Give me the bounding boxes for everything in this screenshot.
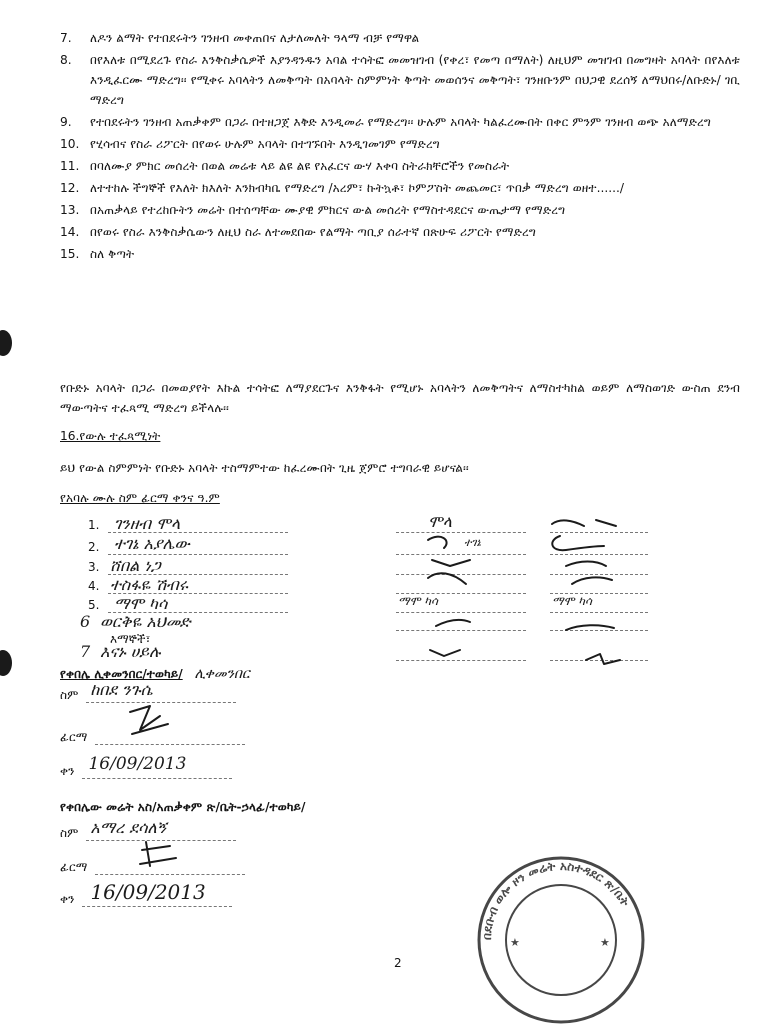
- member-signature: ማሞ ካሳ: [398, 594, 438, 608]
- item-text: ለተተከሉ ችግኞች የእለት ክእለት እንክብካቤ የማድረግ /አረም፣ ኩትኳቶ፣ ኮምፖስት መጨመር፣ ጥበቃ ማድረግ ወዘተ....../: [90, 181, 624, 195]
- svg-text:★: ★: [510, 936, 520, 949]
- signature-scribble: [428, 537, 447, 548]
- date-label: ቀን: [60, 764, 75, 778]
- item-number: 12.: [60, 181, 80, 195]
- signature-scribble: [552, 520, 616, 526]
- official-stamp: [479, 858, 643, 1022]
- signature-scribble: [436, 620, 470, 626]
- item-text: የተበደሩትን ገንዘብ አጠቃቀም በጋራ በተዘጋጀ እቅድ እንዲመራ የማድረግ፡፡ ሁሉም አባላት ካልፈረሙበት በቀር ምንም ገንዘብ ወጭ አለማድረግ: [90, 115, 711, 129]
- member-number: 6: [80, 612, 91, 631]
- signature-scribble: [566, 562, 606, 567]
- item-number: 13.: [60, 203, 80, 217]
- member-number: 1.: [88, 518, 100, 532]
- item-text: የሂሳብና የስራ ሪፖርት በየወሩ ሁሉም አባላት በተገኙበት እንዲገመገም የማድረግ: [90, 137, 440, 151]
- member-name: ገንዘብ ሞላ: [114, 514, 181, 533]
- members-header: የአባሉ ሙሉ ስም ፊርማ ቀንና ዓ.ም: [60, 491, 220, 505]
- svg-text:★: ★: [600, 936, 610, 949]
- section16-heading: 16.የውሉ ተፈጻሚነት: [60, 429, 161, 443]
- signature-scribble: [572, 577, 612, 584]
- signature-scribble: [586, 654, 620, 664]
- land-office-heading: የቀበሌው መሬት አስ/አጠቃቀም ጽ/ቤት-ኃላፊ/ተወካይ/: [60, 800, 306, 814]
- signature-scribble: [428, 573, 466, 584]
- name-label: ስም: [60, 826, 79, 840]
- name-value: ከበደ ንጉሴ: [90, 680, 153, 699]
- member-name: ወርቅዬ አህመድ: [100, 612, 191, 631]
- svg-text:በደቡብ ወሎ ዞን መሬት አስተዳደር ጽ/ቤት: [480, 859, 633, 940]
- date-value: 16/09/2013: [88, 754, 187, 774]
- item-number: 14.: [60, 225, 80, 239]
- signature-scribble: [430, 650, 460, 656]
- penalty-paragraph: የቡድኑ አባላት በጋራ በመወያየት እኩል ተሳትፎ ለማያደርጉና እንቅፋት የሚሆኑ አባላትን ለመቅጣትና ለማስተካከል ወይም ለማስወገድ ውስጠ ደንብ ማውጣትና ተፈጻሚ ማድረግ ይችላሉ፡፡: [60, 381, 740, 415]
- name-label: ስም: [60, 688, 79, 702]
- item-text: በባለሙያ ምክር መሰረት በወል መሬቱ ላይ ልዩ ልዩ የአፈርና ውሃ እቀባ ስትራክቸሮችን የመስራት: [90, 159, 510, 173]
- section16-text: ይህ የውል ስምምነት የቡድኑ አባላት ተስማምተው ከፈረሙበት ጊዜ ጀምሮ ተግባራዊ ይሆናል፡፡: [60, 461, 469, 475]
- member-number: 3.: [88, 560, 100, 574]
- page-number: 2: [394, 956, 402, 970]
- member-number: 4.: [88, 579, 100, 593]
- stamp-text: በደቡብ ወሎ ዞን መሬት አስተዳደር ጽ/ቤት: [479, 858, 633, 941]
- signature-label: ፊርማ: [60, 730, 88, 744]
- name-value: አማረ ደሳለኝ: [90, 818, 167, 837]
- item-number: 10.: [60, 137, 80, 151]
- item-number: 9.: [60, 115, 72, 129]
- item-number: 15.: [60, 247, 80, 261]
- member-name: ሸበል ነጋ: [110, 556, 161, 575]
- date-value: 16/09/2013: [90, 880, 206, 904]
- item-text: በየእለቱ በሚደረጉ የስራ እንቅስቃሴዎች እያንዳንዱን አባል ተሳትፎ መመዝገብ (የቀረ፣ የመጣ በማለት) ለዚህም መዝገብ በመግዛት አባላት በየእለቱ እንዲፈርሙ ማድረግ፡፡ የሚቀሩ አባላትን ለመቅጣት በአባላት ስምምነት ቅጣት መወሰንና መቅጣት፣ ገንዘቡንም በህጋዊ ደረሰኝ ለማህበሩ/ለቡድኑ/ ገቢ ማድረግ: [90, 53, 740, 107]
- signature-label: ፊርማ: [60, 860, 88, 874]
- member-number: 5.: [88, 598, 100, 612]
- item-text: ስለ ቅጣት: [90, 247, 135, 261]
- member-number: 2.: [88, 540, 100, 554]
- signature-scribble: [566, 625, 614, 630]
- receiver-title-handwritten: ሊቀመንበር: [194, 666, 250, 682]
- date-label: ቀን: [60, 892, 75, 906]
- member-number: 7: [80, 642, 91, 661]
- signature-scribble: [552, 536, 604, 550]
- member-signature: ሞላ: [428, 512, 452, 531]
- member-name: ተገኔ አያሌው: [114, 534, 190, 553]
- signature-scribble: [432, 560, 470, 566]
- item-text: በየወሩ የስራ እንቅስቃሴውን ለዚህ ስራ ለተመደበው የልማት ጣቢያ ሰራተኛ በጽሁፍ ሪፖርት የማድረግ: [90, 225, 536, 239]
- witness-label: እማኞች፣: [110, 632, 151, 646]
- item-text: በአጠቃላይ የተረከቡትን መሬት በተሰጣቸው ሙያዊ ምክርና ውል መሰረት የማስተዳደርና ውጤታማ የማድረግ: [90, 203, 566, 217]
- member-signature: ማሞ ካሳ: [552, 594, 592, 608]
- item-number: 11.: [60, 159, 80, 173]
- item-number: 8.: [60, 53, 72, 67]
- item-text: ለዶን ልማት የተበደሩትን ገንዘብ መቀጠበና ለታለመለት ዓላማ ብቻ የማዋል: [90, 31, 420, 45]
- member-name: ተስፋዬ ሽብሩ: [110, 575, 188, 594]
- signature-scribble: [140, 842, 176, 866]
- signature-scribble: [130, 706, 168, 734]
- member-name: እናኑ ሀይሉ: [100, 642, 161, 661]
- member-signature: ተገኔ: [464, 536, 481, 549]
- receiver-heading: የቀበሌ ሊቀመንበር/ተወካይ/: [60, 667, 183, 681]
- item-number: 7.: [60, 31, 72, 45]
- member-name: ማሞ ካሳ: [114, 594, 168, 613]
